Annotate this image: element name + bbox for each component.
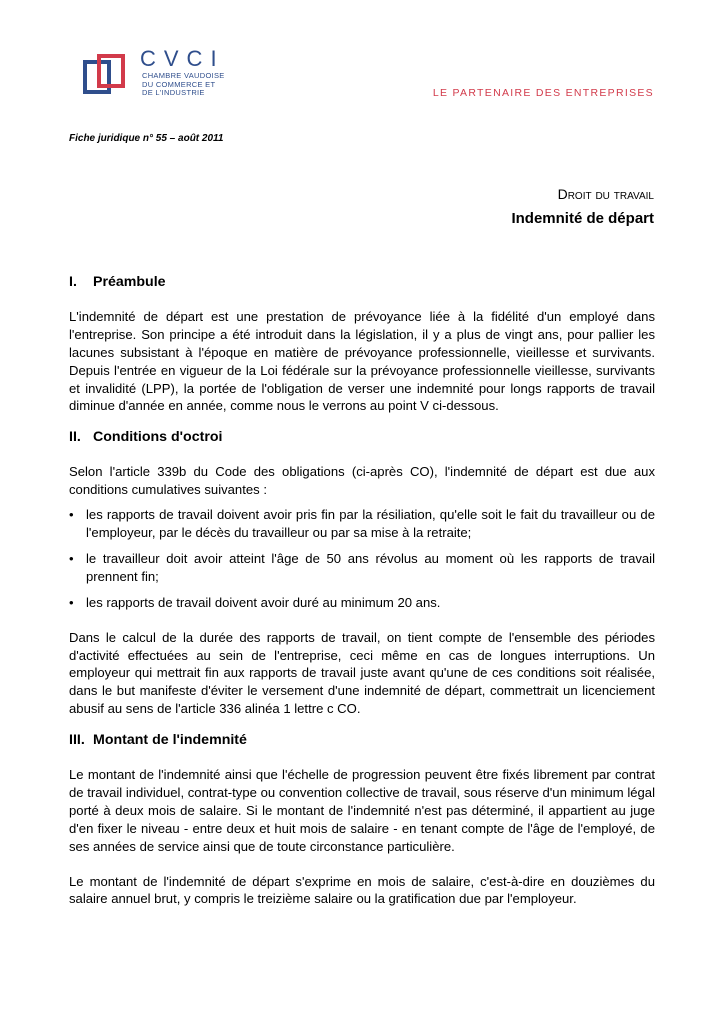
cvci-logo-mark-icon bbox=[82, 54, 130, 98]
section-number: II. bbox=[69, 429, 81, 446]
logo-subtitle bbox=[142, 72, 252, 98]
section-heading bbox=[69, 732, 655, 750]
list-item: • les rapports de travail doivent avoir pris fin par la résiliation, qu'elle soit le fait du travailleur ou de l'employeur, par le décès du travailleur ou par sa mise à la retraite; bbox=[69, 506, 655, 542]
paragraph: Le montant de l'indemnité de départ s'exprime en mois de salaire, c'est-à-dire en douzièmes du salaire annuel brut, y compris le treizième salaire ou la gratification due par l'employeur. bbox=[69, 873, 655, 907]
section-title: Conditions d'octroi bbox=[93, 429, 223, 446]
section-heading bbox=[69, 429, 655, 447]
section-number: III. bbox=[69, 732, 85, 749]
logo-subtitle-line: CHAMBRE VAUDOISE bbox=[142, 71, 225, 80]
logo-text: CVCI bbox=[140, 46, 225, 71]
paragraph: Dans le calcul de la durée des rapports de travail, on tient compte de l'ensemble des périodes d'activité effectuées au sein de l'entreprise, ceci même en cas de longues interruptions. Un employeur qui mettrait fin aux rapports de travail juste avant qu'une de ces conditions soit réalisée, dans le but manifeste d'éviter le versement d'une indemnité de départ, commettrait un licenciement abusif au sens de l'article 336 alinéa 1 lettre c CO. bbox=[69, 629, 655, 717]
paragraph: Le montant de l'indemnité ainsi que l'échelle de progression peuvent être fixés librement par contrat de travail individuel, contrat-type ou convention collective de travail, sous réserve d'un minimum légal porté à deux mois de salaire. Si le montant de l'indemnité n'est pas déterminé, il appartient au juge d'en fixer le niveau - entre deux et huit mois de salaire - en tenant compte de l'âge de l'employé, de ses années de service ainsi que de toute circonstance particulière. bbox=[69, 767, 655, 854]
paragraph: Selon l'article 339b du Code des obligations (ci-après CO), l'indemnité de départ est due aux conditions cumulatives suivantes : bbox=[69, 464, 655, 498]
fiche-reference: Fiche juridique n° 55 – août 2011 bbox=[69, 133, 224, 144]
tagline: LE PARTENAIRE DES ENTREPRISES bbox=[432, 87, 654, 99]
section-number: I. bbox=[69, 274, 77, 290]
list-item: • les rapports de travail doivent avoir duré au minimum 20 ans. bbox=[69, 594, 655, 612]
document-body bbox=[69, 274, 655, 908]
document-title: Indemnité de départ bbox=[511, 210, 654, 227]
section-title: Préambule bbox=[93, 274, 166, 290]
logo-subtitle-line: DU COMMERCE ET bbox=[142, 79, 216, 89]
document-subject: Droit du travail bbox=[557, 186, 654, 202]
section-heading bbox=[69, 274, 655, 292]
logo-subtitle-line: DE L'INDUSTRIE bbox=[142, 88, 205, 97]
list-item: • le travailleur doit avoir atteint l'âge de 50 ans révolus au moment où les rapports de travail prennent fin; bbox=[69, 550, 655, 586]
cvci-logo bbox=[82, 48, 262, 108]
paragraph: L'indemnité de départ est une prestation de prévoyance liée à la fidélité d'un employé dans l'entreprise. Son principe a été introduit dans la législation, il y a plus de vingt ans, pour pallier les lacunes subsistant à l'époque en matière de prévoyance professionnelle, vieillesse et survivants. Depuis l'entrée en vigueur de la Loi fédérale sur la prévoyance professionnelle vieillesse, survivants et invalidité (LPP), la portée de l'obligation de verser une indemnité pour longs rapports de travail diminue d'année en année, comme nous le verrons au point V ci-dessous. bbox=[69, 308, 655, 414]
conditions-list bbox=[69, 506, 655, 612]
section-title: Montant de l'indemnité bbox=[93, 732, 247, 749]
